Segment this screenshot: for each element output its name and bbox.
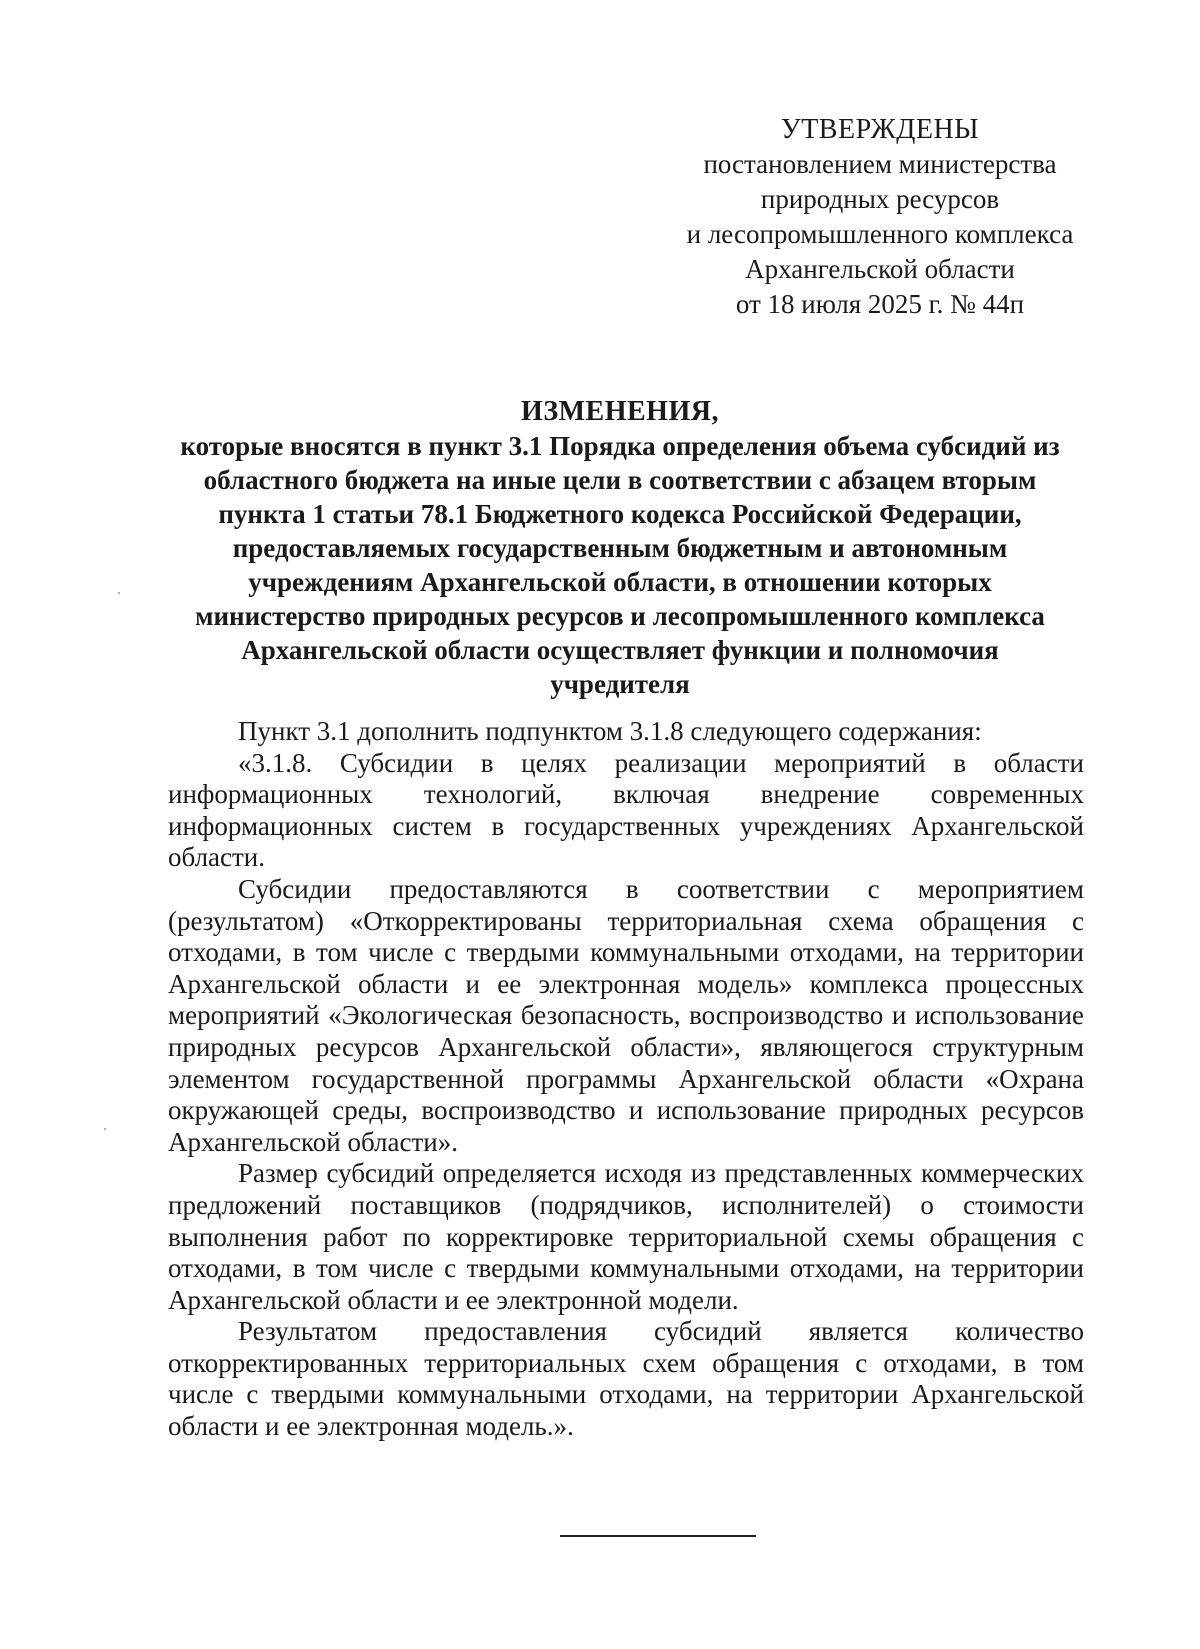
title-line: областного бюджета на иные цели в соответствии с абзацем вторым bbox=[203, 465, 1037, 495]
body-paragraph-subsidies-amount: Размер субсидий определяется исходя из представленных коммерческих предложений поставщиков (подрядчиков, исполнителей) о стоимости выполнения работ по корректировке территориальной схемы обращения с отходами, в том числе с твердыми коммунальными отходами, на территории Архангельской области и ее электронной модели. bbox=[168, 1158, 1084, 1315]
approval-line: и лесопромышленного комплекса bbox=[686, 219, 1074, 249]
title-line: учредителя bbox=[550, 669, 690, 699]
scan-speck bbox=[104, 1128, 106, 1130]
title-line: которые вносятся в пункт 3.1 Порядка определения объема субсидий из bbox=[180, 431, 1060, 461]
closing-rule-line bbox=[560, 1535, 756, 1537]
document-title: ИЗМЕНЕНИЯ, bbox=[521, 396, 719, 427]
scan-speck bbox=[118, 592, 120, 594]
body-paragraph-3-1-8: «3.1.8. Субсидии в целях реализации мероприятий в области информационных технологий, включая внедрение современных информационных систем в государственных учреждениях Архангельской области. bbox=[168, 747, 1084, 873]
approval-date-number: от 18 июля 2025 г. № 44п bbox=[735, 289, 1025, 319]
title-line: пункта 1 статьи 78.1 Бюджетного кодекса Российской Федерации, bbox=[218, 499, 1022, 529]
title-line: учреждениям Архангельской области, в отношении которых bbox=[248, 567, 992, 597]
approval-line: постановлением министерства bbox=[703, 149, 1057, 179]
approval-heading: УТВЕРЖДЕНЫ bbox=[780, 114, 980, 145]
body-paragraph-subsidies-result: Результатом предоставления субсидий является количество откорректированных территориальных схем обращения с отходами, в том числе с твердыми коммунальными отходами, на территории Архангельской области и ее электронная модель.». bbox=[168, 1316, 1084, 1442]
body-intro-paragraph: Пункт 3.1 дополнить подпунктом 3.1.8 следующего содержания: bbox=[238, 716, 982, 746]
document-body bbox=[168, 716, 1084, 1443]
approval-stamp-block bbox=[620, 112, 1140, 322]
title-line: министерство природных ресурсов и лесопромышленного комплекса bbox=[195, 601, 1045, 631]
body-paragraph-subsidies-provision: Субсидии предоставляются в соответствии с мероприятием (результатом) «Откорректированы территориальная схема обращения с отходами, в том числе с твердыми коммунальными отходами, на территории Архангельской области и ее электронная модель» комплекса процессных мероприятий «Экологическая безопасность, воспроизводство и использование природных ресурсов Архангельской области», являющегося структурным элементом государственной программы Архангельской области «Охрана окружающей среды, воспроизводство и использование природных ресурсов Архангельской области». bbox=[168, 873, 1084, 1157]
title-line: предоставляемых государственным бюджетным и автономным bbox=[232, 533, 1008, 563]
approval-line: Архангельской области bbox=[745, 254, 1015, 284]
title-line: Архангельской области осуществляет функции и полномочия bbox=[241, 635, 999, 665]
document-title-block bbox=[160, 395, 1080, 701]
approval-line: природных ресурсов bbox=[760, 184, 1000, 214]
